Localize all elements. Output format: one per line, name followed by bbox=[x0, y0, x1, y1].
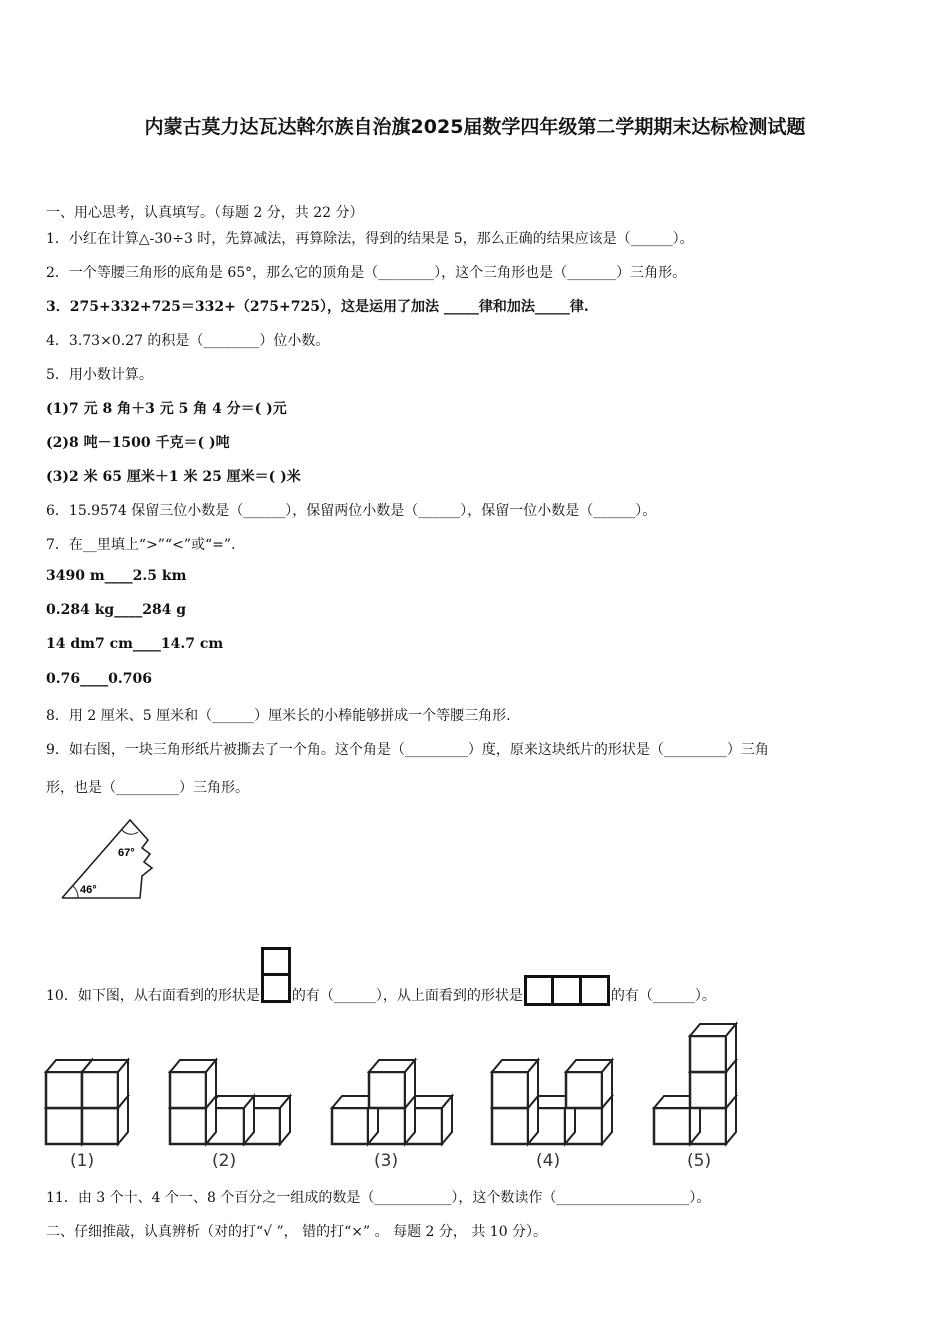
question-5: 5．用小数计算。 bbox=[46, 367, 153, 383]
section-2-heading: 二、仔细推敲，认真辨析（对的打“√ ”， 错的打“×” 。 每题 2 分， 共 10 分）。 bbox=[46, 1224, 548, 1240]
torn-triangle-figure bbox=[56, 814, 166, 906]
question-7-item-1: 3490 m____2.5 km bbox=[46, 568, 187, 584]
page-title: 内蒙古莫力达瓦达斡尔族自治旗2025届数学四年级第二学期期末达标检测试题 bbox=[144, 116, 806, 138]
question-7-item-3: 14 dm7 cm____14.7 cm bbox=[46, 636, 224, 652]
angle-arc-bottom bbox=[73, 886, 78, 898]
cube-label-5: (5) bbox=[687, 1151, 712, 1171]
question-10-part-c: 的有（______）。 bbox=[610, 988, 716, 1004]
angle-arc-top bbox=[122, 830, 138, 834]
question-10 bbox=[46, 968, 716, 1024]
question-7-item-2: 0.284 kg____284 g bbox=[46, 602, 187, 618]
angle-label-bottom: 46° bbox=[80, 884, 97, 896]
question-2: 2．一个等腰三角形的底角是 65°，那么它的顶角是（________），这个三角形也是（_______）三角形。 bbox=[46, 265, 687, 281]
cube-label-3: (3) bbox=[374, 1151, 399, 1171]
right-view-shape-icon bbox=[261, 968, 291, 1024]
cube-label-4: (4) bbox=[536, 1151, 561, 1171]
cube-label-1: (1) bbox=[70, 1151, 95, 1171]
cube-label-2: (2) bbox=[212, 1151, 237, 1171]
question-11: 11．由 3 个十、4 个一、8 个百分之一组成的数是（___________），这个数读作（___________________）。 bbox=[46, 1190, 711, 1206]
question-10-part-b: 的有（______），从上面看到的形状是 bbox=[291, 988, 523, 1004]
question-7: 7．在__里填上“>”“<”或“=”. bbox=[46, 537, 236, 553]
cube-figure-1 bbox=[46, 1060, 128, 1144]
question-5-part-3: (3)2 米 65 厘米＋1 米 25 厘米＝( )米 bbox=[46, 469, 301, 485]
question-5-part-1: (1)7 元 8 角＋3 元 5 角 4 分＝( )元 bbox=[46, 401, 287, 417]
angle-label-top: 67° bbox=[118, 847, 135, 859]
question-7-item-4: 0.76____0.706 bbox=[46, 671, 152, 687]
question-3: 3．275+332+725＝332+（275+725），这是运用了加法 _____律和加法_____律. bbox=[46, 299, 589, 315]
top-view-shape-icon bbox=[524, 981, 610, 1011]
question-9-line-2: 形，也是（_________）三角形。 bbox=[46, 780, 249, 796]
question-4: 4．3.73×0.27 的积是（________）位小数。 bbox=[46, 333, 330, 349]
question-6: 6．15.9574 保留三位小数是（______），保留两位小数是（______），保留一位小数是（______）。 bbox=[46, 503, 657, 519]
question-1: 1．小红在计算△-30÷3 时，先算减法，再算除法，得到的结果是 5，那么正确的结果应该是（______）。 bbox=[46, 231, 694, 247]
question-9-line-1: 9．如右图，一块三角形纸片被撕去了一个角。这个角是（_________）度，原来这块纸片的形状是（_________）三角 bbox=[46, 742, 769, 758]
cube-figure-4 bbox=[492, 1060, 612, 1144]
question-5-part-2: (2)8 吨－1500 千克＝( )吨 bbox=[46, 435, 230, 451]
section-1-heading: 一、用心思考，认真填写。（每题 2 分，共 22 分） bbox=[46, 205, 364, 221]
cube-figure-3 bbox=[332, 1060, 452, 1144]
cube-figure-2 bbox=[170, 1060, 290, 1144]
triangle-outline bbox=[62, 820, 152, 898]
question-10-part-a: 10．如下图，从右面看到的形状是 bbox=[46, 988, 260, 1004]
question-8: 8．用 2 厘米、5 厘米和（______）厘米长的小棒能够拼成一个等腰三角形. bbox=[46, 708, 511, 724]
cube-figure-5 bbox=[654, 1024, 736, 1144]
cube-figures bbox=[40, 1018, 760, 1152]
